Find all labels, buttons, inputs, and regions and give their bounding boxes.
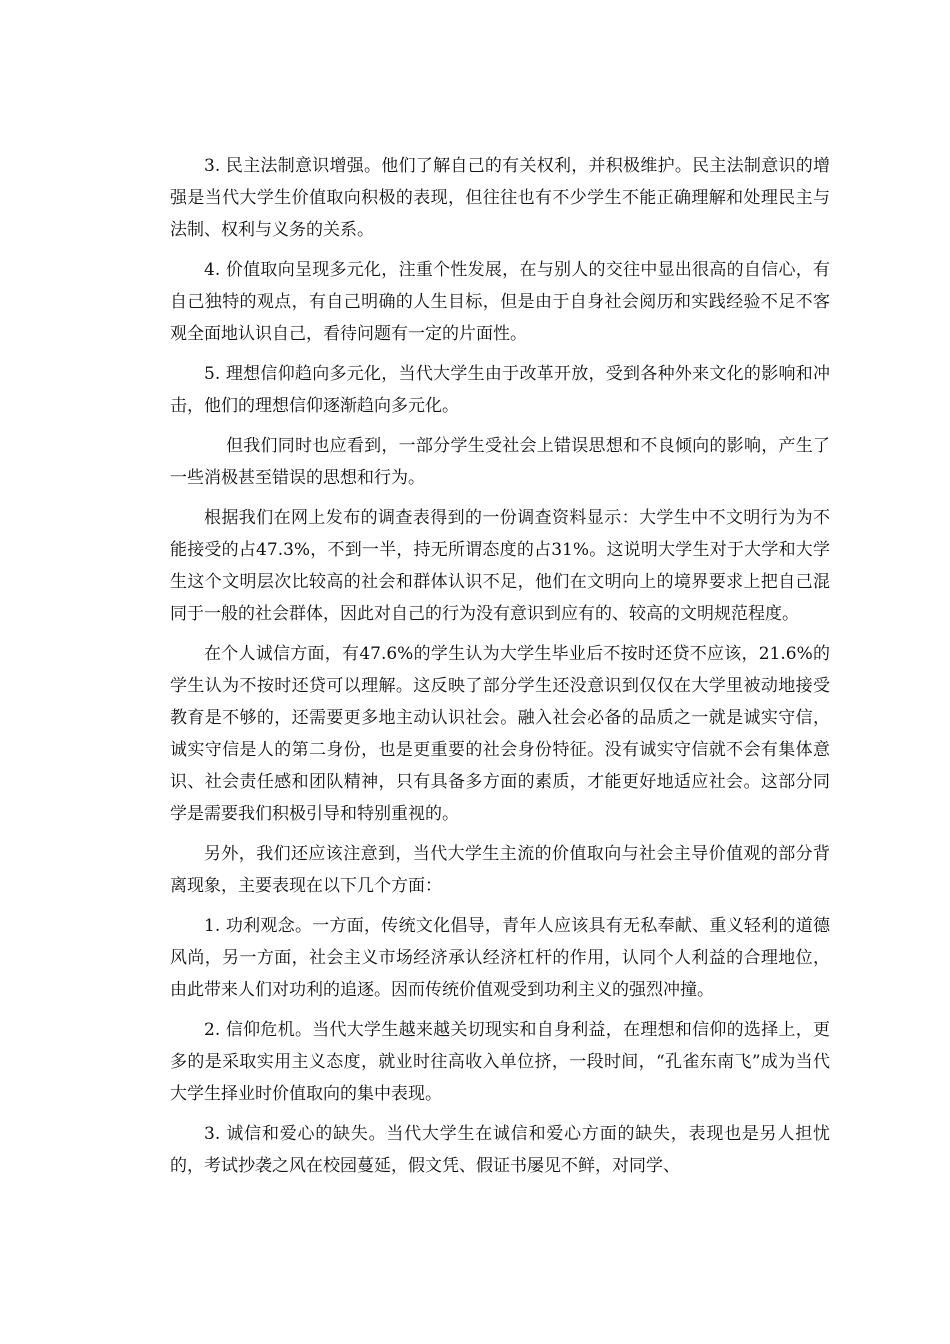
paragraph-belief-diversity: 5. 理想信仰趋向多元化，当代大学生由于改革开放，受到各种外来文化的影响和冲击，他们的理想信仰逐渐趋向多元化。 [170, 364, 830, 416]
paragraph-utilitarian: 1. 功利观念。一方面，传统文化倡导，青年人应该具有无私奉献、重义轻利的道德风尚，另一方面，社会主义市场经济承认经济杠杆的作用，认同个人利益的合理地位，由此带来人们对功利的追逐。因而传统价值观受到功利主义的强烈冲撞。 [170, 916, 830, 1000]
paragraph-belief-crisis: 2. 信仰危机。当代大学生越来越关切现实和自身利益，在理想和信仰的选择上，更多的是采取实用主义态度，就业时往高收入单位挤，一段时间，“孔雀东南飞”成为当代大学生择业时价值取向的集中表现。 [170, 1020, 830, 1104]
paragraph-deviation-intro: 另外，我们还应该注意到，当代大学生主流的价值取向与社会主导价值观的部分背离现象，主要表现在以下几个方面： [170, 844, 830, 896]
paragraph-democracy-law: 3. 民主法制意识增强。他们了解自己的有关权利，并积极维护。民主法制意识的增强是当代大学生价值取向积极的表现，但往往也有不少学生不能正确理解和处理民主与法制、权利与义务的关系。 [170, 156, 830, 240]
paragraph-negative-influence: 但我们同时也应看到，一部分学生受社会上错误思想和不良倾向的影响，产生了一些消极甚至错误的思想和行为。 [170, 436, 830, 488]
paragraph-value-diversity: 4. 价值取向呈现多元化，注重个性发展，在与别人的交往中显出很高的自信心，有自己独特的观点，有自己明确的人生目标，但是由于自身社会阅历和实践经验不足不客观全面地认识自己，看待问题有一定的片面性。 [170, 260, 830, 344]
paragraph-survey-results: 根据我们在网上发布的调查表得到的一份调查资料显示：大学生中不文明行为为不能接受的占47.3%，不到一半，持无所谓态度的占31%。这说明大学生对于大学和大学生这个文明层次比较高的社会和群体认识不足，他们在文明向上的境界要求上把自己混同于一般的社会群体，因此对自己的行为没有意识到应有的、较高的文明规范程度。 [170, 508, 830, 624]
paragraph-integrity-loss: 3. 诚信和爱心的缺失。当代大学生在诚信和爱心方面的缺失，表现也是另人担忧的，考试抄袭之风在校园蔓延，假文凭、假证书屡见不鲜，对同学、 [170, 1124, 830, 1176]
paragraph-integrity-survey: 在个人诚信方面，有47.6%的学生认为大学生毕业后不按时还贷不应该，21.6%的学生认为不按时还贷可以理解。这反映了部分学生还没意识到仅仅在大学里被动地接受教育是不够的，还需要更多地主动认识社会。融入社会必备的品质之一就是诚实守信，诚实守信是人的第二身份，也是更重要的社会身份特征。没有诚实守信就不会有集体意识、社会责任感和团队精神，只有具备多方面的素质，才能更好地适应社会。这部分同学是需要我们积极引导和特别重视的。 [170, 644, 830, 824]
document-body [170, 150, 830, 1190]
